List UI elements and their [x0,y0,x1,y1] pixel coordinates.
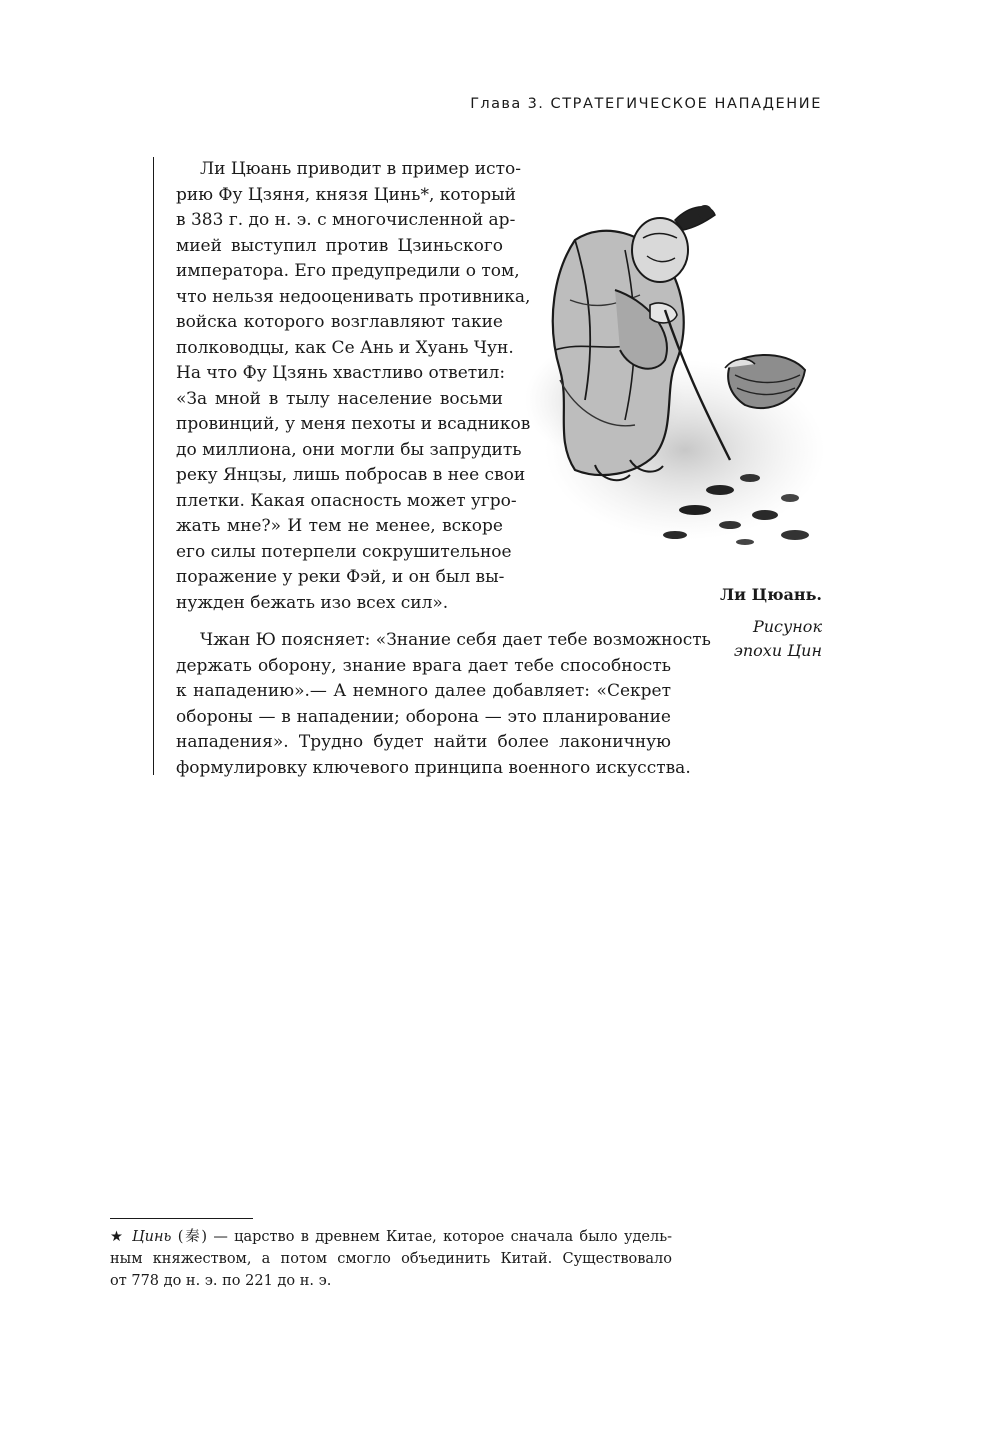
text-line: нужден бежать изо всех сил». [176,592,449,613]
text-line: полководцы, как Се Ань и Хуань Чун. [176,337,514,358]
chapter-title: СТРАТЕГИЧЕСКОЕ НАПАДЕНИЕ [550,96,822,112]
text-line: императора. Его предупредили о том, [176,261,520,281]
text-line: его силы потерпели сокрушительное [176,541,512,562]
text-line: рию Фу Цзяня, князя Цинь*, который [176,184,516,205]
paragraph-zhang-yu [176,628,711,781]
footnote-line: ным княжеством, а потом смогло объединить Китай. Существовало [110,1251,672,1267]
caption-line-1: Рисунок [752,617,822,636]
text-line: войска которого возглавляют такие [176,312,503,332]
text-line: поражение у реки Фэй, и он был вы- [176,567,505,587]
text-line: провинций, у меня пехоты и всадников [176,414,531,434]
text-line: держать оборону, знание врага дает тебе способность [176,655,671,676]
text-line: жать мне?» И тем не менее, вскоре [176,516,503,536]
text-line: до миллиона, они могли бы запрудить [176,439,522,460]
paragraph-li-quan [176,157,531,616]
footnote [110,1226,672,1292]
text-line: нападения». Трудно будет найти более лаконичную [176,732,671,752]
chapter-number: Глава 3. [470,96,545,112]
footnote-rule [110,1218,253,1219]
text-line: Чжан Ю поясняет: «Знание себя дает тебе возможность [200,630,711,650]
text-line: плетки. Какая опасность может угро- [176,490,517,511]
figure-caption [720,583,822,663]
li-quan-illustration [515,180,825,565]
caption-line-2: эпохи Цин [733,641,822,660]
text-line: На что Фу Цзянь хвастливо ответил: [176,363,506,383]
text-line: что нельзя недооценивать противника, [176,286,531,307]
footnote-line: от 778 до н. э. по 221 до н. э. [110,1273,332,1289]
footnote-line-1-rest: — царство в древнем Китае, которое сначала было удель- [207,1229,672,1245]
footnote-line [110,1226,672,1248]
text-line: обороны — в нападении; оборона — это планирование [176,706,671,727]
running-head [470,96,822,112]
text-line: «За мной в тылу население восьми [176,388,503,409]
text-line: в 383 г. до н. э. с многочисленной ар- [176,210,516,230]
text-line: Ли Цюань приводит в пример исто- [200,159,521,179]
footnote-marker: ★ [110,1229,123,1245]
text-line: реку Янцзы, лишь побросав в нее свои [176,465,526,485]
text-line: мией выступил против Цзиньского [176,235,503,256]
footnote-hanzi: (秦) [177,1229,208,1245]
text-line: к нападению».— А немного далее добавляет: «Секрет [176,681,671,701]
caption-name: Ли Цюань. [720,585,822,604]
text-line: формулировку ключевого принципа военного искусства. [176,757,691,778]
margin-rule [153,157,154,775]
footnote-term: Цинь [132,1229,172,1245]
